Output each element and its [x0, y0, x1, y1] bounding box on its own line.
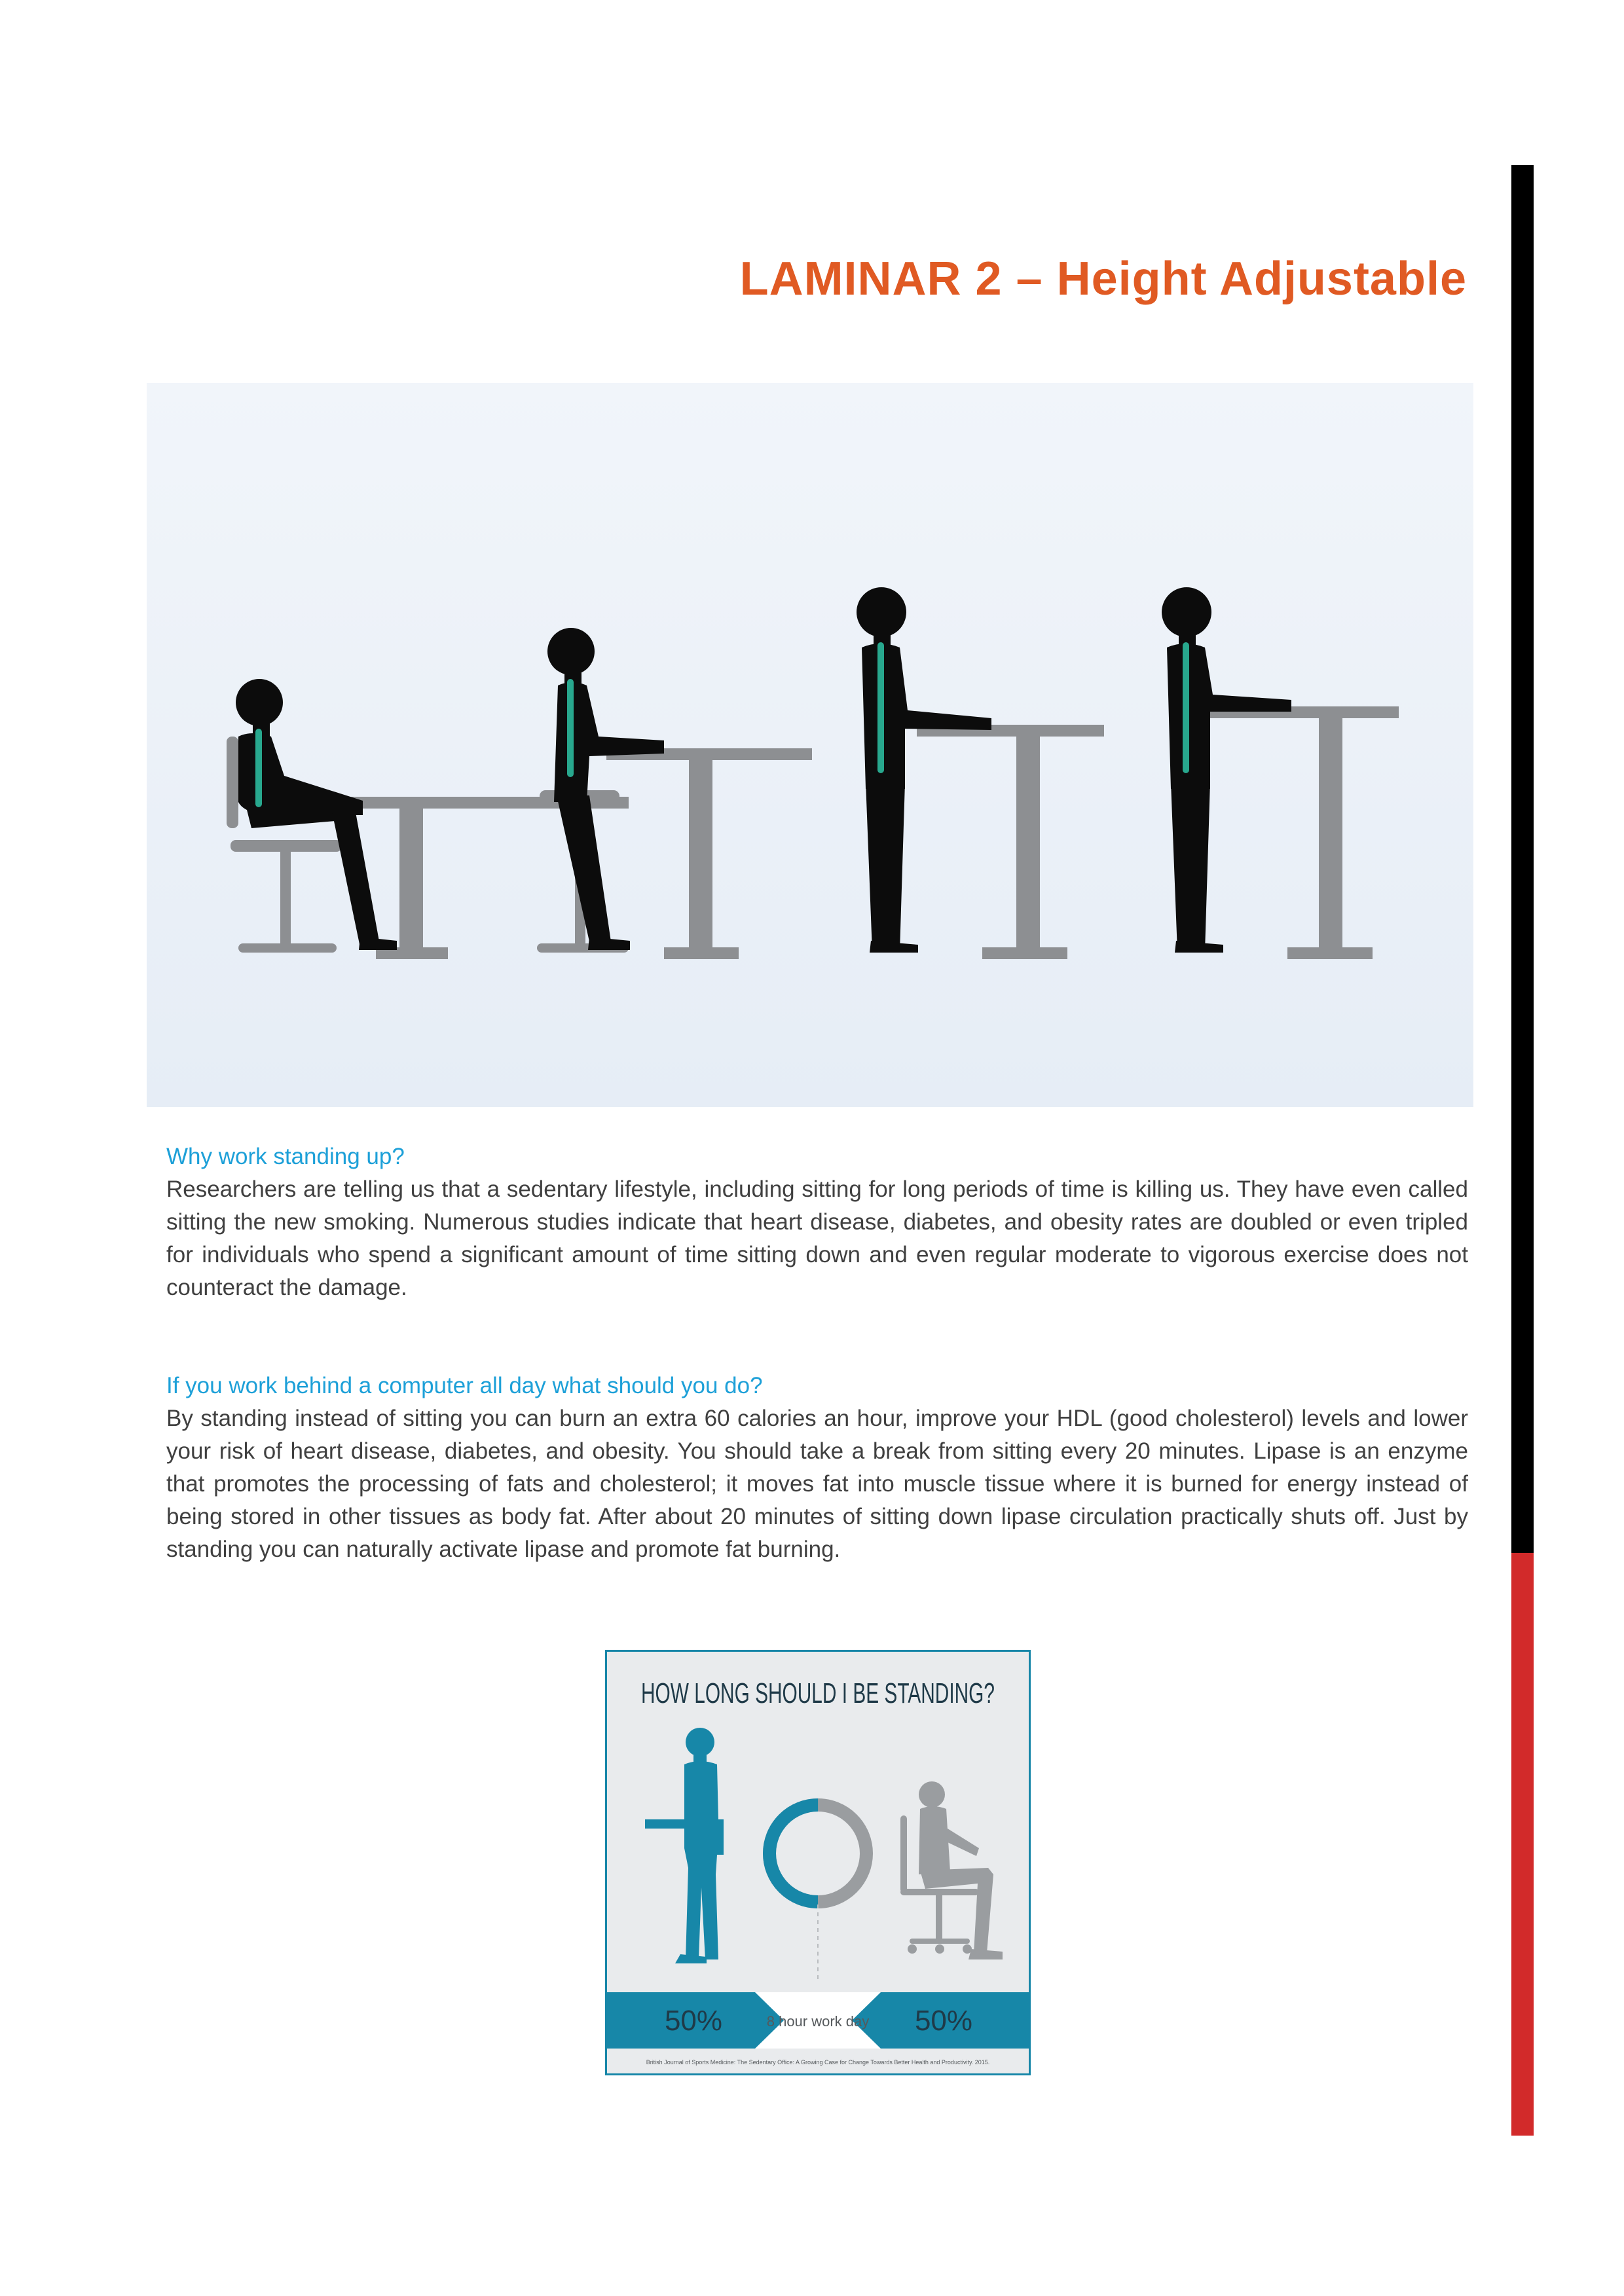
person-seated-chair [236, 679, 397, 950]
standing-infographic [605, 1650, 1031, 2075]
section-heading: If you work behind a computer all day what should you do? [166, 1373, 763, 1398]
spine-3 [877, 642, 884, 773]
work-day-label: 8 hour work day [766, 2013, 870, 2030]
desk-2-foot [664, 947, 739, 959]
desk-4-leg [1319, 718, 1342, 950]
standing-percentage: 50% [664, 2005, 723, 2037]
donut-chart [769, 1805, 866, 1982]
section-body: Researchers are telling us that a sedentary lifestyle, including sitting for long periods of time is killing us. They have even called sitting the new smoking. Numerous studies indicate that heart disease, diabetes, and obesity rates are doubled or even tripled for individuals who spend a significant amount of time sitting down and even regular moderate to vigorous exercise does not counteract the damage. [166, 1176, 1468, 1300]
person-standing-2 [1162, 587, 1291, 953]
section-body: By standing instead of sitting you can burn an extra 60 calories an hour, improve your HDL (good cholesterol) levels and lower your risk of heart disease, diabetes, and obesity. You should take a break from sitting every 20 minutes. Lipase is an enzyme that promotes the processing of fats and cholesterol; it moves fat into muscle tissue where it is burned for energy instead of being stored in other tissues as body fat. After about 20 minutes of sitting down lipase circulation practically shuts off. Just by standing you can naturally activate lipase and promote fat burning. [166, 1406, 1468, 1562]
sitting-person-icon [900, 1781, 1003, 1959]
side-accent-bar-red [1511, 1553, 1534, 2136]
hero-illustration [147, 383, 1473, 1107]
section-why-standing [166, 1140, 1468, 1304]
person-seated-stool [547, 628, 664, 950]
desk-3-foot [982, 947, 1067, 959]
chair-1-post [280, 852, 291, 943]
standing-person-icon [645, 1728, 724, 1963]
desk-4-foot [1287, 947, 1373, 959]
desk-1-leg [399, 809, 423, 953]
desk-2-leg [689, 760, 712, 950]
people-silhouettes [236, 587, 1291, 953]
spine-4 [1183, 642, 1189, 773]
sitting-percentage: 50% [914, 2005, 973, 2037]
chair-1-seat [231, 840, 342, 852]
section-heading: Why work standing up? [166, 1144, 405, 1169]
stats-band [607, 1992, 1029, 2049]
person-standing-1 [857, 587, 991, 953]
infographic-graphic [607, 1652, 1029, 2073]
chair-1-back [227, 737, 238, 828]
spine-2 [567, 679, 574, 777]
section-what-to-do [166, 1370, 1468, 1566]
infographic-citation: British Journal of Sports Medicine: The Sedentary Office: A Growing Case for Change Towards Better Health and Productivity. 2015. [646, 2059, 990, 2066]
desk-3-leg [1016, 737, 1040, 950]
spine-1 [255, 729, 262, 807]
page-title: LAMINAR 2 – Height Adjustable [739, 253, 1467, 305]
ergonomic-postures-illustration [147, 383, 1473, 1107]
side-accent-bar-black [1511, 165, 1534, 1553]
chair-1-base [238, 943, 337, 953]
infographic-title: HOW LONG SHOULD I BE STANDING? [641, 1677, 995, 1709]
desks-and-chairs [227, 706, 1399, 959]
